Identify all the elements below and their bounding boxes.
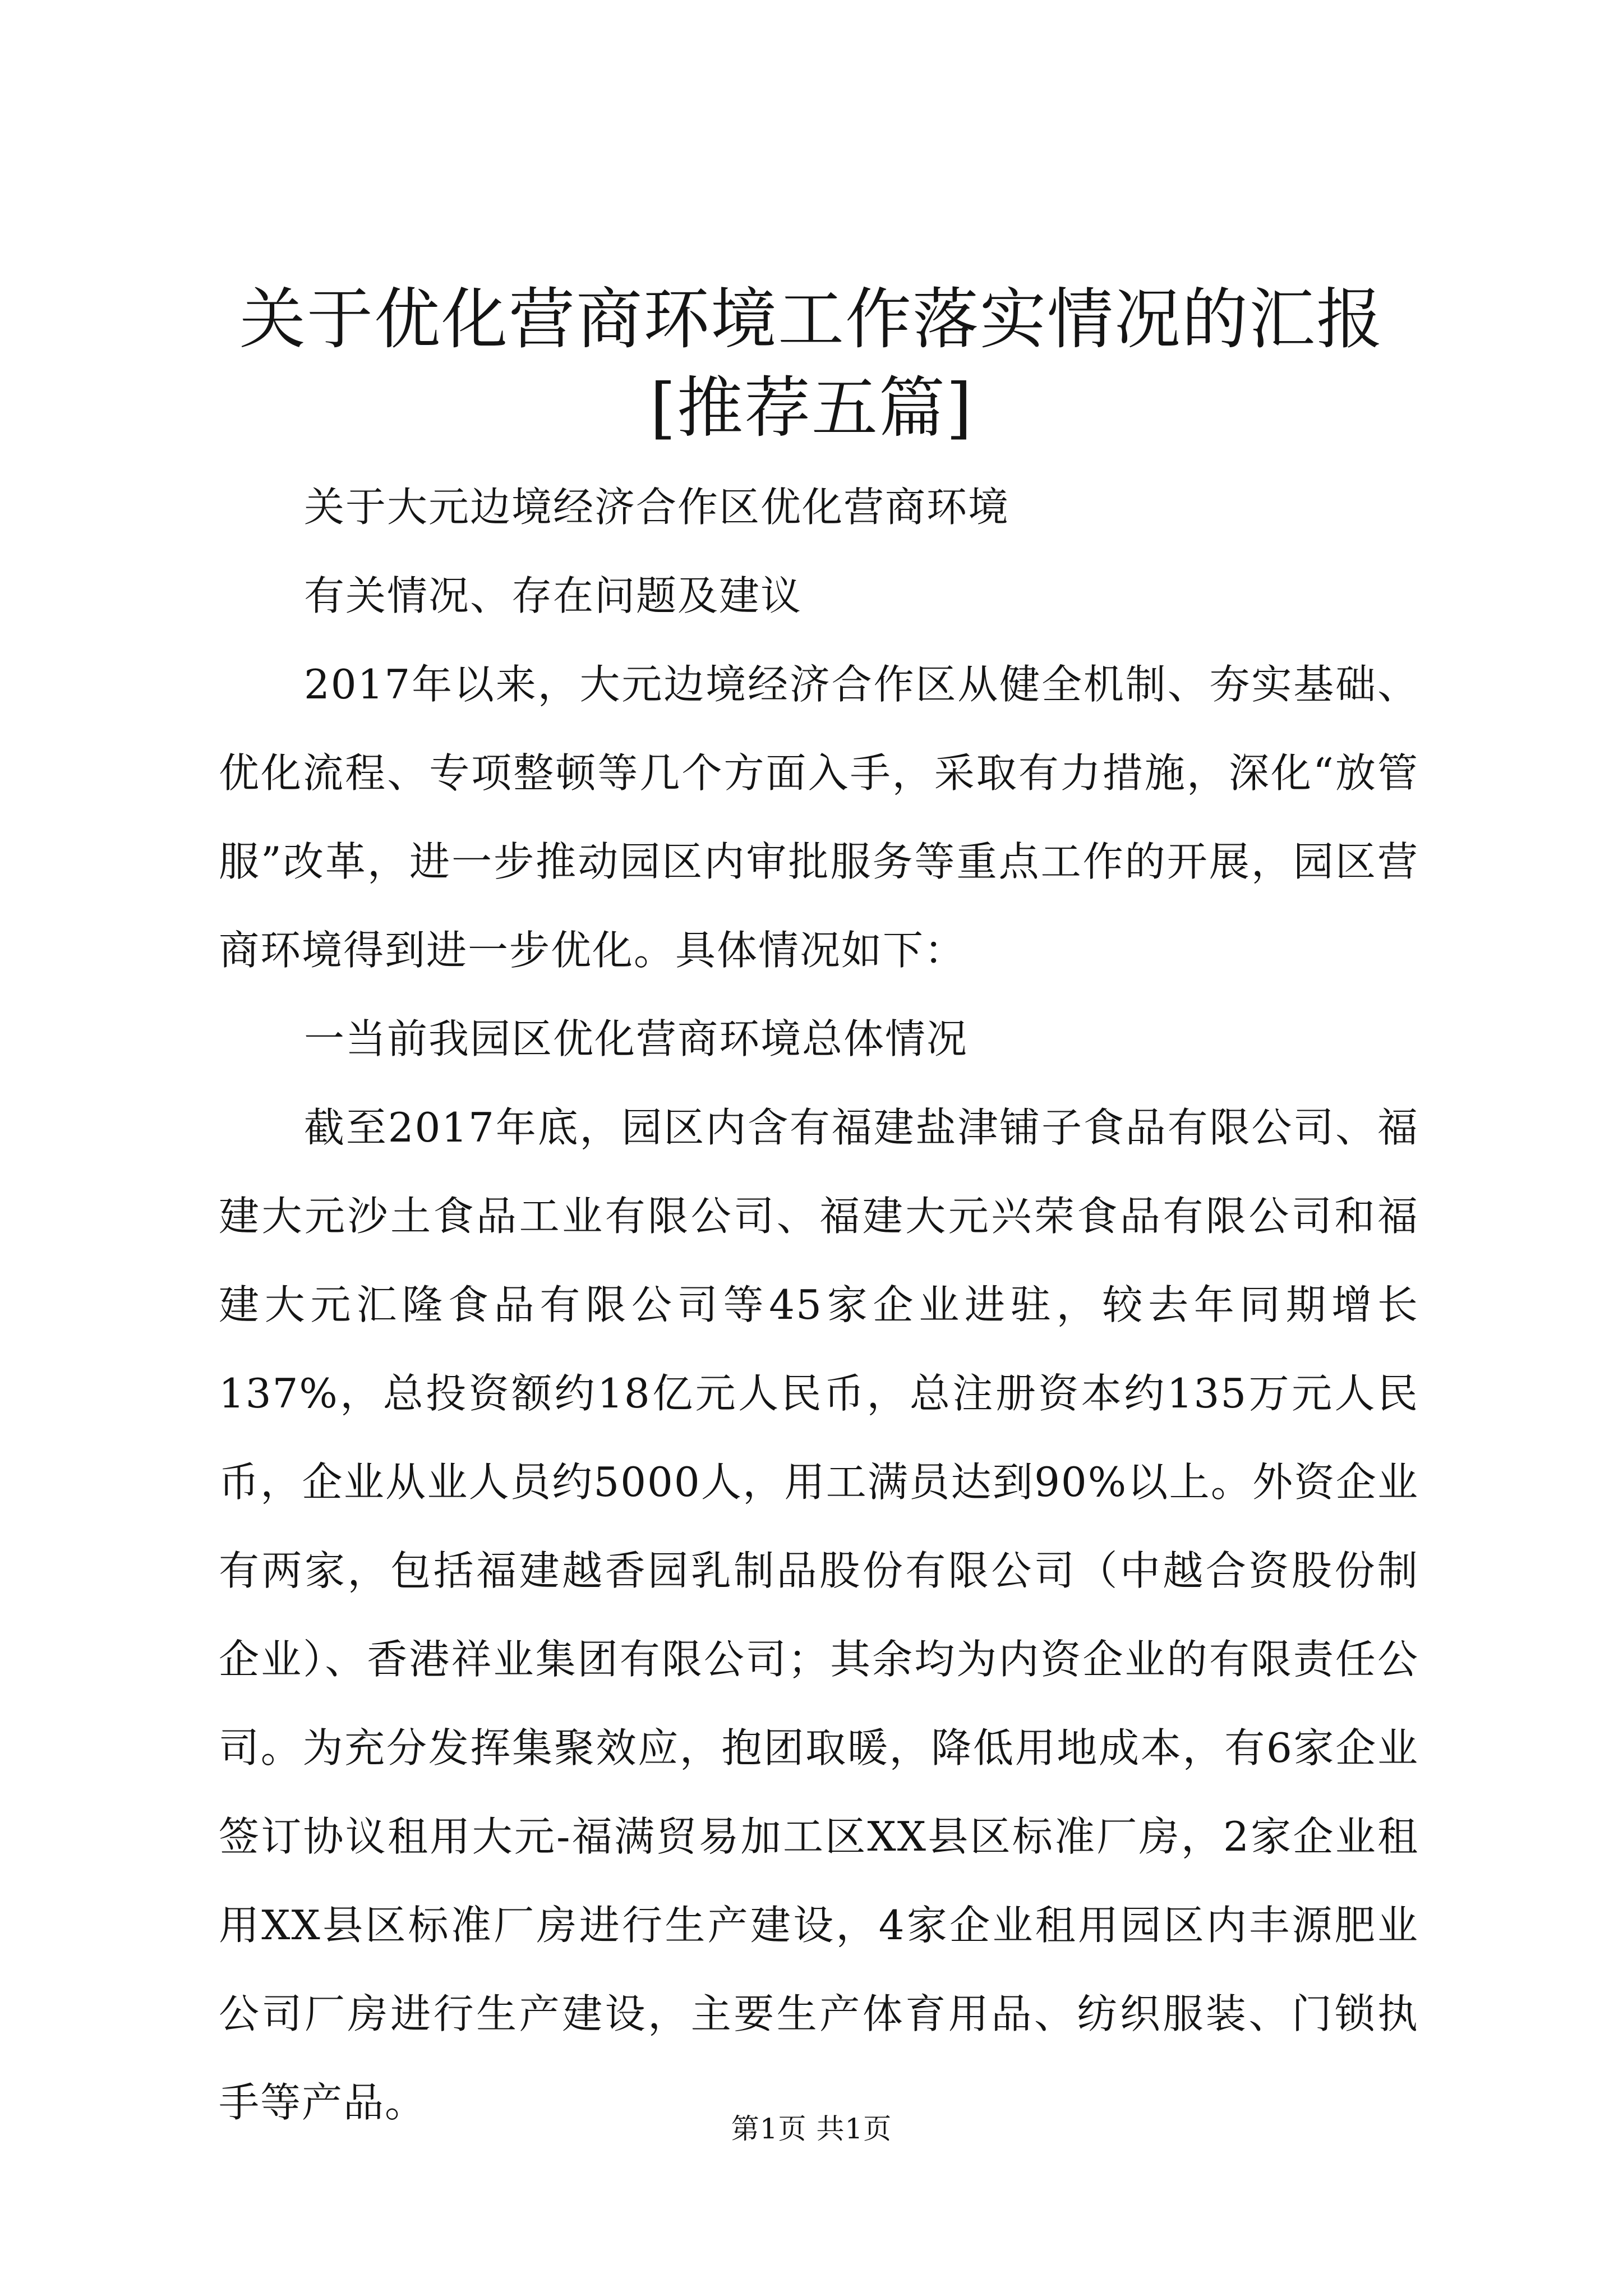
document-title: 关于优化营商环境工作落实情况的汇报[推荐五篇]: [239, 280, 1384, 447]
subtitle-line-1: 关于大元边境经济合作区优化营商环境: [304, 484, 1010, 531]
intro-paragraph: 2017年以来，大元边境经济合作区从健全机制、夯实基础、优化流程、专项整顿等几个方面入手，采取有力措施，深化“放管服”改革，进一步推动园区内审批服务等重点工作的开展，园区营商环境得到进一步优化。具体情况如下：: [219, 661, 1419, 974]
document-body: [219, 463, 1419, 2147]
section-heading: 一当前我园区优化营商环境总体情况: [304, 1015, 969, 1062]
body-paragraph: 截至2017年底，园区内含有福建盐津铺子食品有限公司、福建大元沙土食品工业有限公司、福建大元兴荣食品有限公司和福建大元汇隆食品有限公司等45家企业进驻，较去年同期增长137%，总投资额约18亿元人民币，总注册资本约135万元人民币，企业从业人员约5000人，用工满员达到90%以上。外资企业有两家，包括福建越香园乳制品股份有限公司（中越合资股份制企业）、香港祥业集团有限公司；其余均为内资企业的有限责任公司。为充分发挥集聚效应，抱团取暖，降低用地成本，有6家企业签订协议租用大元-福满贸易加工区XX县区标准厂房，2家企业租用XX县区标准厂房进行生产建设，4家企业租用园区内丰源肥业公司厂房进行生产建设，主要生产体育用品、纺织服装、门锁执手等产品。: [219, 1104, 1419, 2126]
page-footer: 第1页 共1页: [731, 2113, 892, 2145]
subtitle-line-2: 有关情况、存在问题及建议: [304, 572, 803, 619]
